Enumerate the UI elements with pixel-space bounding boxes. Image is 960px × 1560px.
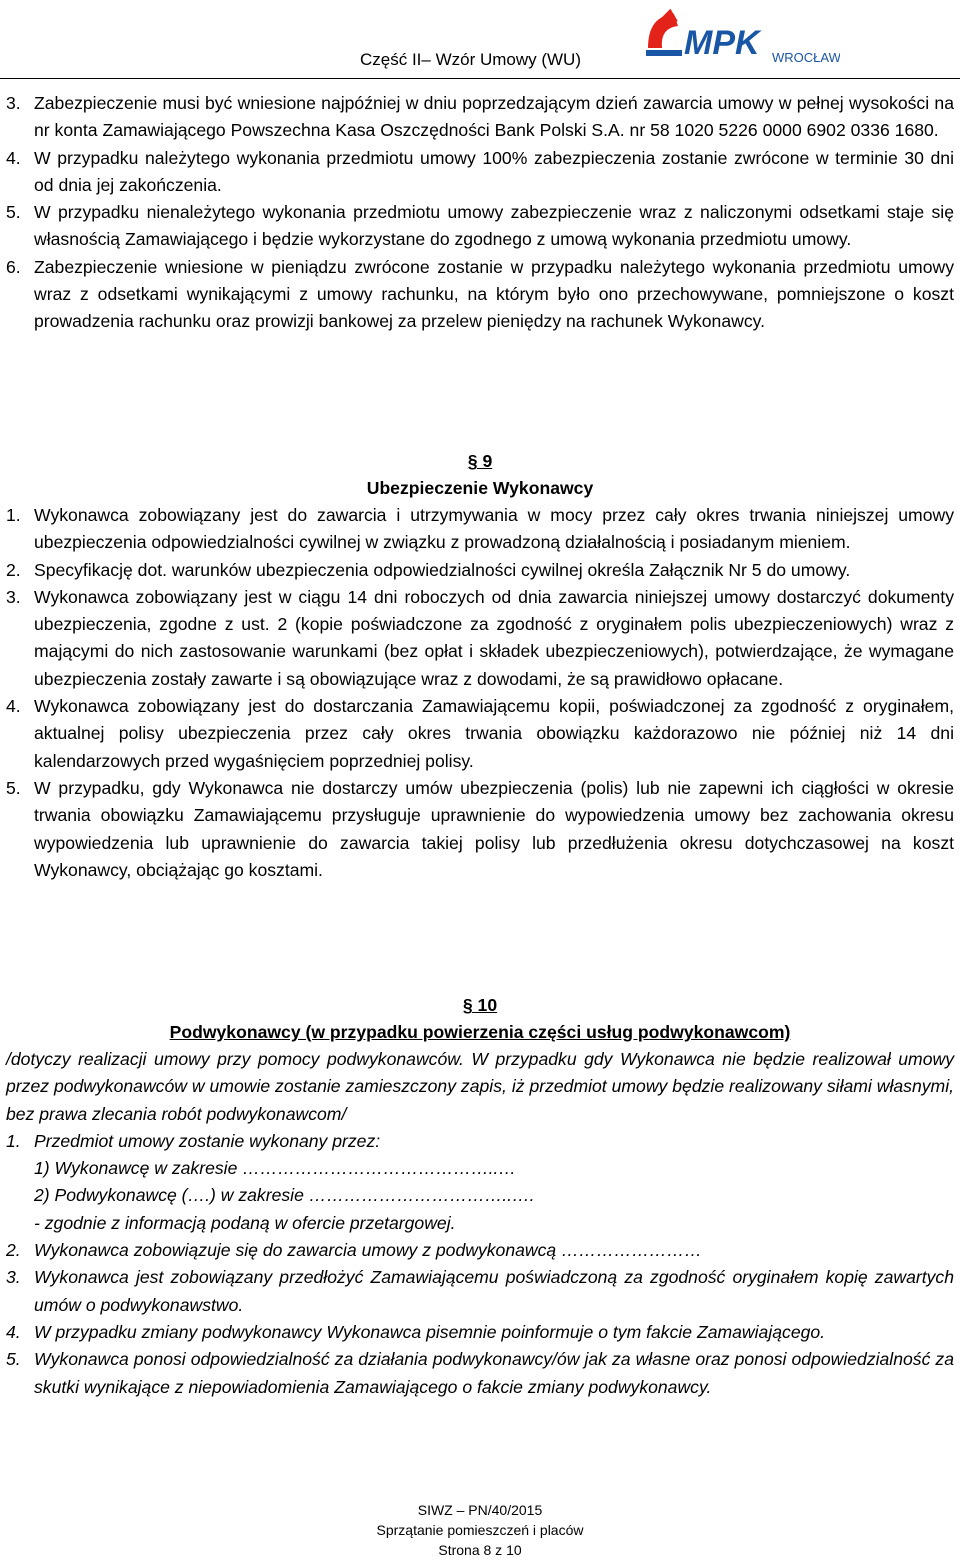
sub-item-contractor: 1) Wykonawcę w zakresie ……………………………………..… (34, 1158, 516, 1179)
section-9-title: Ubezpieczenie Wykonawcy (366, 478, 594, 498)
item-text: W przypadku nienależytego wykonania przedmiotu umowy zabezpieczenie wraz z naliczonymi odsetkami staje się własnością Zamawiającego i będzie wykorzystane do zgodnego z umową wykonania przedmiotu umowy. (34, 202, 954, 250)
item-text: Przedmiot umowy zostanie wykonany przez: (34, 1130, 381, 1151)
section-10-title: Podwykonawcy (w przypadku powierzenia części usług podwykonawcom) (169, 1022, 791, 1042)
item-number: 3. (6, 586, 21, 607)
item-number: 6. (6, 256, 21, 277)
item-number: 2. (6, 559, 21, 580)
sub-item-note: - zgodnie z informacją podaną w ofercie przetargowej. (34, 1212, 456, 1233)
section-10-note: /dotyczy realizacji umowy przy pomocy podwykonawców. W przypadku gdy Wykonawca nie będzie realizował umowy przez podwykonawców w umowie zostanie zamieszczony zapis, iż przedmiot umowy będzie realizowany siłami własnymi, bez prawa zlecania robót podwykonawcom/ (6, 1049, 954, 1124)
item-text: Zabezpieczenie wniesione w pieniądzu zwrócone zostanie w przypadku należytego wykonania przedmiotu umowy wraz z odsetkami wynikającymi z umowy rachunku, na którym było ono przechowywane, pomniejszone o koszt prowadzenia rachunku oraz prowizji bankowej za przelew pieniędzy na rachunek Wykonawcy. (34, 256, 954, 332)
item-number: 5. (6, 202, 21, 223)
item-text: Wykonawca zobowiązany jest do dostarczania Zamawiającemu kopii, poświadczonej za zgodność z oryginałem, aktualnej polisy ubezpieczenia przez cały okres trwania obowiązku każdorazowo nie później niż 14 dni kalendarzowych przed wygaśnięciem poprzedniej polisy. (34, 696, 954, 771)
list-item (6, 693, 954, 775)
item-text: Wykonawca jest zobowiązany przedłożyć Zamawiającemu poświadczoną za zgodność oryginałem kopię zawartych umów o podwykonawstwo. (34, 1267, 954, 1315)
section-10 (6, 992, 954, 1401)
logo-subtext: WROCŁAW (772, 50, 840, 65)
section-9-mark: § 9 (467, 451, 493, 471)
sub-item-subcontractor: 2) Podwykonawcę (….) w zakresie ……………………………..…. (34, 1185, 535, 1206)
item-number: 5. (6, 777, 21, 798)
footer-page-number: Strona 8 z 10 (438, 1542, 522, 1558)
list-item (6, 1128, 954, 1155)
mpk-logo (640, 4, 840, 70)
item-text: Specyfikację dot. warunków ubezpieczenia odpowiedzialności cywilnej określa Załącznik Nr 5 do umowy. (34, 559, 851, 580)
list-item (6, 254, 954, 336)
list-item (6, 145, 954, 200)
list-item (6, 199, 954, 254)
section-9 (6, 448, 954, 884)
item-text: Wykonawca zobowiązuje się do zawarcia umowy z podwykonawcą …………………… (34, 1240, 702, 1261)
list-item (6, 557, 954, 584)
section-8-continuation (6, 90, 954, 336)
item-number: 2. (6, 1240, 21, 1261)
item-number: 1. (6, 505, 21, 525)
item-number: 1. (6, 1130, 21, 1151)
item-text: W przypadku zmiany podwykonawcy Wykonawca pisemnie poinformuje o tym fakcie Zamawiającego. (34, 1321, 826, 1342)
item-number: 3. (6, 1267, 21, 1288)
item-number: 5. (6, 1349, 21, 1370)
list-item (6, 775, 954, 884)
item-text: Wykonawca zobowiązany jest w ciągu 14 dni roboczych od dnia zawarcia niniejszej umowy dostarczyć dokumenty ubezpieczenia, zgodne z ust. 2 (kopie poświadczone za zgodność z oryginałem polis ubezpieczeniowych) wraz z mającymi do nich zastosowanie warunkami (bez opłat i składek ubezpieczeniowych), potwierdzające, że wymagane ubezpieczenia zostały zawarte i są obowiązujące wraz z dowodami, że są prawidłowo opłacane. (34, 586, 954, 689)
item-text: Zabezpieczenie musi być wniesione najpóźniej w dniu poprzedzającym dzień zawarcia umowy w pełnej wysokości na nr konta Zamawiającego Powszechna Kasa Oszczędności Bank Polski S.A. nr 58 1020 5226 0000 6902 0336 1680. (34, 93, 954, 141)
logo-text: MPK (684, 24, 760, 62)
item-number: 4. (6, 696, 21, 717)
list-item (6, 1319, 954, 1346)
item-text: W przypadku, gdy Wykonawca nie dostarczy umów ubezpieczenia (polis) lub nie zapewni ich ciągłości w okresie trwania obowiązku Zamawiającemu przysługuje uprawnienie do wypowiedzenia umowy bez zachowania okresu wypowiedzenia lub uprawnienie do zawarcia takiej polisy lub przedłużenia okresu dotychczasowej na koszt Wykonawcy, obciążając go kosztami. (34, 777, 954, 880)
section-10-mark: § 10 (462, 995, 498, 1015)
list-item (6, 584, 954, 693)
list-item (6, 1346, 954, 1401)
list-item (6, 502, 954, 557)
page-header-title: Część II– Wzór Umowy (WU) (360, 50, 581, 69)
header-divider (0, 78, 960, 79)
footer-reference: SIWZ – PN/40/2015 (417, 1502, 543, 1518)
item-number: 4. (6, 1321, 21, 1342)
list-item (6, 90, 954, 145)
list-item (6, 1237, 954, 1264)
item-text: W przypadku należytego wykonania przedmiotu umowy 100% zabezpieczenia zostanie zwrócone w terminie 30 dni od dnia jej zakończenia. (34, 147, 954, 195)
item-text: Wykonawca ponosi odpowiedzialność za działania podwykonawcy/ów jak za własne oraz ponosi odpowiedzialność za skutki wynikające z niepowiadomienia Zamawiającego o fakcie zmiany podwykonawcy. (34, 1349, 954, 1397)
page-footer (0, 1500, 960, 1560)
list-item (6, 1264, 954, 1319)
mpk-logo-icon (640, 4, 840, 70)
item-number: 3. (6, 93, 21, 113)
footer-subject: Sprzątanie pomieszczeń i placów (376, 1522, 584, 1538)
item-number: 4. (6, 147, 21, 168)
item-text: Wykonawca zobowiązany jest do zawarcia i utrzymywania w mocy przez cały okres trwania niniejszej umowy ubezpieczenia odpowiedzialności cywilnej w związku z prowadzoną działalnością i posiadanym mieniem. (34, 505, 954, 553)
